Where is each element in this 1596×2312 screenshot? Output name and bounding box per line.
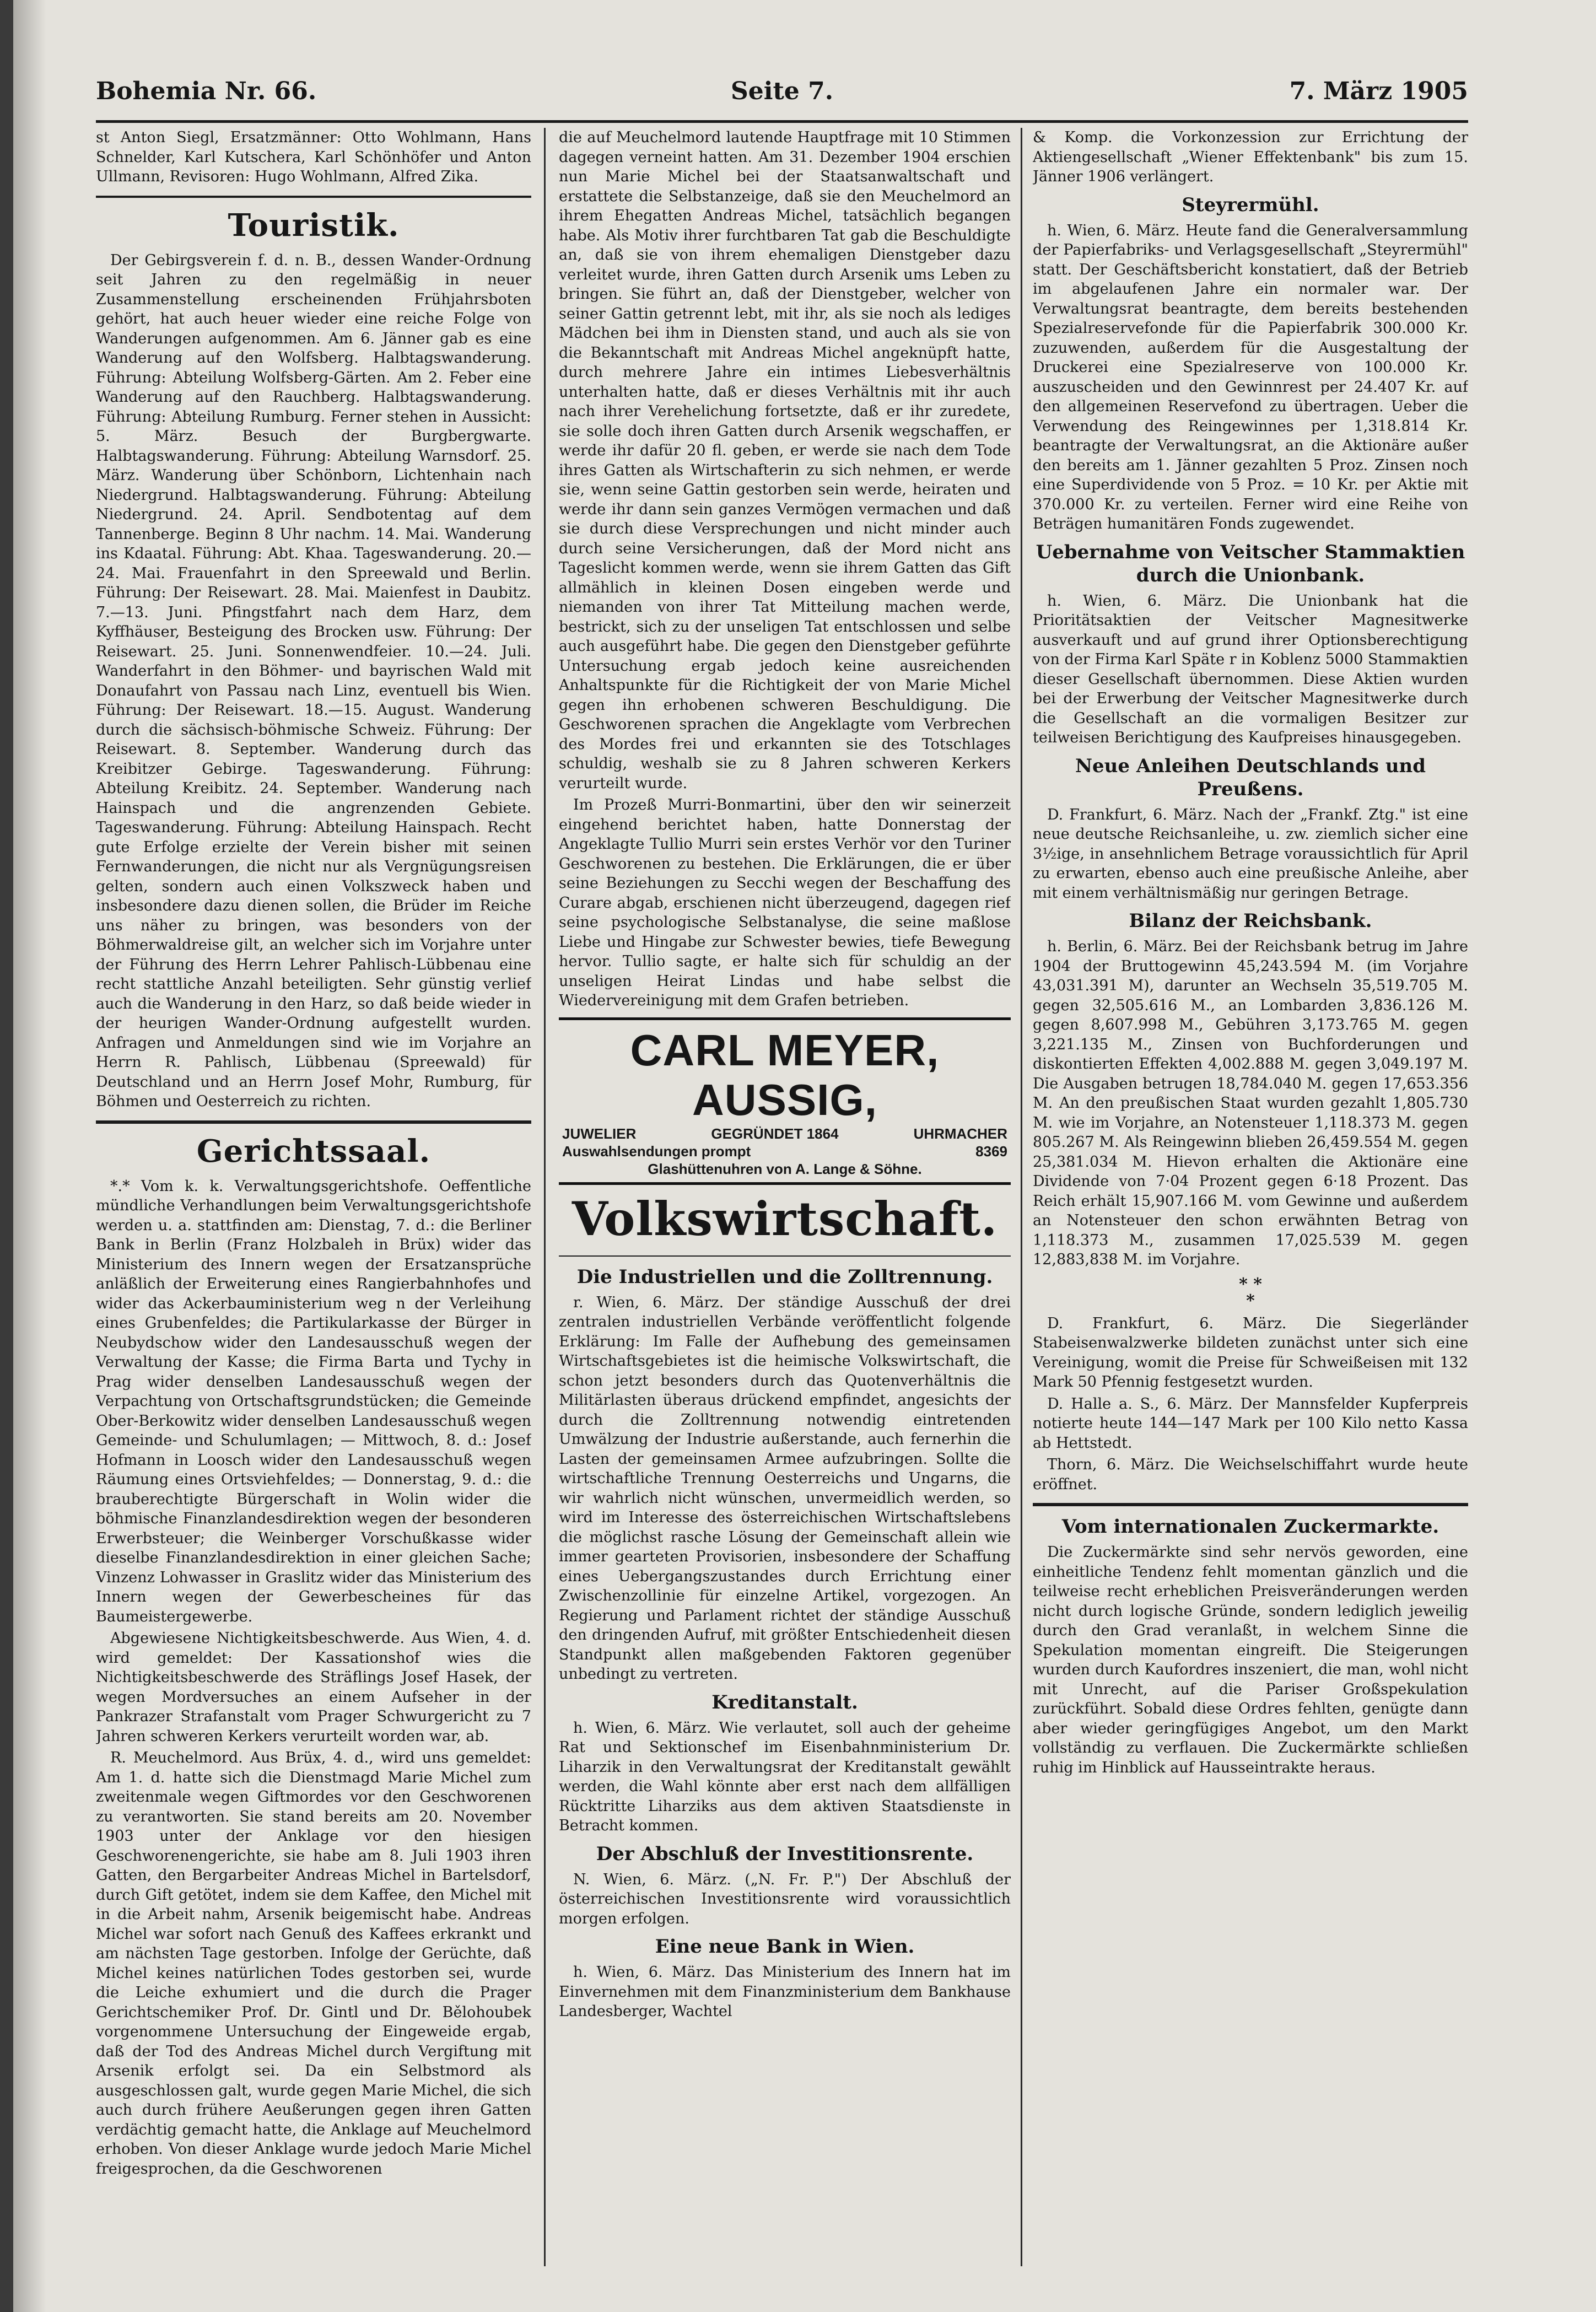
industrie-paragraph: r. Wien, 6. März. Der ständige Ausschuß der drei zentralen industriellen Verbände veröffentlicht folgende Erklärung: Im Falle der Aufhebung des gemeinsamen Wirtschaftsgebietes ist die heimische Volkswirtschaft, die schon jetzt besonders durch das Quotenverhältnis die Militärlasten überaus drückend empfindet, angesichts der durch die Zolltrennung notwendig eintretenden Umwälzung der Industrie außerstande, auch fernerhin die Lasten der gemeinsamen Armee aufzubringen. Sollte die wirtschaftliche Trennung Oesterreichs und Ungarns, die wir wahrlich nicht wünschen, unvermeidlich werden, so wird im Interesse des österreichischen Wirtschaftslebens die möglichst rasche Lösung der Gemeinschaft allein wie immer gearteten Provisorien, insbesondere der Schaffung eines Uebergangszustandes durch Errichtung einer Zwischenzollinie für einzelne Artikel, vorgezogen. An Regierung und Parlament richtet der ständige Ausschuß den dringenden Aufruf, mit größter Entschiedenheit diesen Standpunkt allen maßgebenden Faktoren gegenüber unbedingt zu vertreten. [559,1294,1011,1683]
section-divider [96,1120,531,1124]
subtitle-kreditanstalt: Kreditanstalt. [711,1691,858,1713]
gericht-paragraph-1: *.* Vom k. k. Verwaltungsgerichtshofe. Oeffentliche mündliche Verhandlungen beim Verwaltungsgerichtshofe werden u. a. stattfinden am: Dienstag, 7. d.: die Berliner Bank in Berlin (Franz Holzbaleh in Brüx) wider das Ministerium des Innern wegen der Ersatzansprüche anläßlich der Erweiterung eines Rangierbahnhofes und wider das Ackerbauministerium weg n der Verleihung eines Grubenfeldes; die Partikularkasse der Bürger in Neubydschow wider den Landesausschuß wegen der Verwaltung der Kasse; die Firma Barta und Tychy in Prag wider denselben Landesausschuß wegen der Verpachtung von Ortschaftsgrundstücken; die Gemeinde Ober-Berkowitz wider denselben Landesausschuß wegen Gemeinde- und Schulumlagen; — Mittwoch, 8. d.: Josef Hofmann in Loosch wider den Landesausschuß wegen Räumung eines Ortsviehfeldes; — Donnerstag, 9. d.: die brauberechtigte Bürgerschaft in Wolin wider die böhmische Finanzlandesdirektion wegen der besonderen Erwerbsteuer; die Weinberger Vorschußkasse wider dieselbe Finanzlandesdirektion in einer gleichen Sache; Vinzenz Lohwasser in Graslitz wider das Ministerium des Innern wegen der Gewerbescheines für das Baumeistergewerbe. [96,1177,531,1625]
column-rule [1021,128,1022,2266]
touristik-paragraph: Der Gebirgsverein f. d. n. B., dessen Wander-Ordnung seit Jahren zu den regelmäßig in neuer Zusammenstellung erscheinenden Frühjahrsboten gehört, hat auch heuer wieder eine reiche Folge von Wanderungen aufgenommen. Am 6. Jänner gab es eine Wanderung auf den Wolfsberg. Halbtagswanderung. Führung: Abteilung Wolfsberg-Gärten. Am 2. Feber eine Wanderung auf den Rauchberg. Halbtagswanderung. Führung: Abteilung Rumburg. Ferner stehen in Aussicht: 5. März. Besuch der Burgbergwarte. Halbtagswanderung. Führung: Abteilung Warnsdorf. 25. März. Wanderung über Schönborn, Lichtenhain nach Niedergrund. Halbtagswanderung. Führung: Abteilung Niedergrund. 24. April. Sendbotentag auf dem Tannenberge. Beginn 8 Uhr nachm. 14. Mai. Wanderung ins Kdaatal. Führung: Abt. Khaa. Tageswanderung. 20.—24. Mai. Frauenfahrt in den Spreewald und Berlin. Führung: Der Reisewart. 28. Mai. Maienfest in Daubitz. 7.—13. Juni. Pfingstfahrt nach dem Harz, dem Kyffhäuser, Besteigung des Brocken usw. Führung: Der Reisewart. 25. Juni. Sonnenwendfeier. 10.—24. Juli. Wanderfahrt in den Böhmer- und bayrischen Wald mit Donaufahrt von Passau nach Linz, eventuell bis Wien. Führung: Der Reisewart. 18.—15. August. Wanderung durch die sächsisch-böhmische Schweiz. Führung: Der Reisewart. 8. September. Wanderung durch das Kreibitzer Gebirge. Tageswanderung. Führung: Abteilung Kreibitz. 24. September. Wanderung nach Hainspach und die angrenzenden Gebiete. Tageswanderung. Führung: Abteilung Hainspach. Recht gute Erfolge erzielte der Verein bisher mit seinen Fernwanderungen, die nicht nur als Vergnügungsreisen gelten, sondern auch einen Volkszweck haben und insbesondere dazu dienen sollen, die Brüder im Reiche uns näher zu bringen, was besonders von der Böhmerwaldreise gilt, an welcher sich im Vorjahre unter der Führung des Herrn Lehrer Pahlisch-Lübbenau eine recht stattliche Anzahl beteiligten. Sehr günstig verlief auch die Wanderung in den Harz, so daß beide wieder in der heurigen Wander-Ordnung aufgestellt wurden. Anfragen und Anmeldungen sind wie im Vorjahre an Herrn R. Pahlisch, Lübbenau (Spreewald) für Deutschland und an Herrn Josef Mohr, Rumburg, für Böhmen und Oesterreich zu richten. [96,251,531,1110]
union-paragraph: h. Wien, 6. März. Die Unionbank hat die Prioritätsaktien der Veitscher Magnesitwerke ausverkauft und auf grund ihrer Optionsberechtigung von der Firma Karl Späte r in Koblenz 5000 Stammaktien dieser Gesellschaft übernommen. Diese Aktien wurden bei der Erwerbung der Veitscher Magnesitwerke durch die Gesellschaft an die vormaligen Besitzer zur teilweisen Berichtigung des Kaufpreises hinausgegeben. [1033,592,1468,746]
section-title-gerichtssaal: Gerichtssaal. [196,1133,431,1170]
ad-line-1 [562,1125,1007,1142]
ad-founded: GEGRÜNDET 1864 [711,1125,839,1142]
newspaper-page [13,0,1596,2312]
issue-date: 7. März 1905 [1289,77,1468,105]
kredit-paragraph: h. Wien, 6. März. Wie verlautet, soll auch der geheime Rat und Sektionschef im Eisenbahnministerium Dr. Liharzik in den Verwaltungsrat der Kreditanstalt gewählt werden, die Wahl könnte aber erst nach dem allfälligen Rücktritte Liharziks aus dem aktiven Staatsdienste in Betracht kommen. [559,1719,1011,1834]
page-header [96,72,1468,116]
asterism: * * * [1239,1274,1262,1311]
murri-paragraph: Im Prozeß Murri-Bonmartini, über den wir seinerzeit eingehend berichtet haben, hatte Donnerstag der Angeklagte Tullio Murri sein erstes Verhör vor den Turiner Geschworenen zu bestehen. Die Erklärungen, die er über seine Beziehungen zu Secchi wegen der Beschaffung des Curare abgab, erschienen nicht überzeugend, dagegen rief seine psychologische Selbstanalyse, die seine maßlose Liebe und Hingabe zur Schwester bewies, tiefe Bewegung hervor. Tullio sagte, er halte sich für schuldig an der unseligen Heirat Lindas und habe selbst die Wiedervereinigung mit dem Grafen betrieben. [559,796,1011,1009]
header-rule [96,120,1468,123]
subtitle-industrielle: Die Industriellen und die Zolltrennung. [576,1265,993,1288]
section-divider [1033,1503,1468,1506]
masthead-issue: Bohemia Nr. 66. [96,77,317,105]
subtitle-investitionsrente: Der Abschluß der Investitionsrente. [596,1842,974,1865]
ad-line-2 [562,1142,1007,1160]
section-title-volkswirtschaft: Volkswirtschaft. [571,1191,998,1246]
column-2 [559,128,1011,2266]
invest-paragraph: N. Wien, 6. März. („N. Fr. P.") Der Abschluß der österreichischen Investitionsrente wird voraussichtlich morgen erfolgen. [559,1871,1011,1927]
subtitle-anleihen: Neue Anleihen Deutschlands und Preußens. [1075,755,1426,800]
intro-paragraph: st Anton Siegl, Ersatzmänner: Otto Wohlmann, Hans Schnelder, Karl Kutschera, Karl Schönhöfer und Anton Ullmann, Revisoren: Hugo Wohlmann, Alfred Zika. [96,129,531,185]
ad-auswahl: Auswahlsendungen prompt [562,1142,751,1160]
section-title-touristik: Touristik. [228,207,400,244]
effektenbank-continuation: & Komp. die Vorkonzession zur Errichtung der Aktiengesellschaft „Wiener Effektenbank" bis zum 15. Jänner 1906 verlängert. [1033,129,1468,185]
ad-juwelier: JUWELIER [562,1125,637,1142]
bank-paragraph: h. Wien, 6. März. Das Ministerium des Innern hat im Einvernehmen mit dem Finanzministerium dem Bankhause Landesberger, Wachtel [559,1964,1011,2020]
ad-company-name: CARL MEYER, AUSSIG, [630,1025,940,1124]
ad-uhrmacher: UHRMACHER [913,1125,1007,1142]
subtitle-unionbank: Uebernahme von Veitscher Stammaktien durch die Unionbank. [1036,541,1465,586]
steyr-paragraph: h. Wien, 6. März. Heute fand die Generalversammlung der Papierfabriks- und Verlagsgesellschaft „Steyrermühl" statt. Der Geschäftsbericht konstatiert, daß der Betrieb im abgelaufenen Jahre ein normaler war. Der Verwaltungsrat beantragte, dem bereits bestehenden Spezialreservefonde für die Papierfabrik 300.000 Kr. zuzuwenden, außerdem für die Ausgestaltung der Druckerei eine Spezialreserve von 100.000 Kr. auszuscheiden und den Gewinnrest per 24.407 Kr. auf den allgemeinen Reservefond zu übertragen. Ueber die Verwendung des Reingewinnes per 1,318.814 Kr. beantragte der Verwaltungsrat, an die Aktionäre außer den bereits am 1. Jänner gezahlten 5 Proz. Zinsen noch eine Superdividende von 5 Proz. = 10 Kr. per Aktie mit 370.000 Kr. zu verteilen. Ferner wird eine Reihe von Beträgen humanitären Fonds zugewendet. [1033,222,1468,532]
column-3 [1033,128,1468,2266]
column-1 [96,128,531,2266]
ad-line-3: Glashüttenuhren von A. Lange & Söhne. [648,1160,922,1177]
subtitle-neue-bank: Eine neue Bank in Wien. [655,1936,915,1958]
zucker-paragraph: Die Zuckermärkte sind sehr nervös geworden, eine einheitliche Tendenz fehlt momentan gänzlich und die teilweise recht erheblichen Preisveränderungen werden nicht durch logische Gründe, sondern lediglich jeweilig durch den Grad veranlaßt, in welchem Sinne die Spekulation momentan eingreift. Die Steigerungen wurden durch Kaufordres inszeniert, die man, wohl nicht mit Unrecht, auf die Pariser Großspekulation zurückführt. Sobald diese Ordres fehlten, genügte dann aber wieder geringfügiges Angebot, um den Markt vollständig zu verflauen. Die Zuckermärkte schließen ruhig im Hinblick auf Hausseintrakte heraus. [1033,1544,1468,1776]
thorn-paragraph: Thorn, 6. März. Die Weichselschiffahrt wurde heute eröffnet. [1033,1456,1468,1493]
halle-paragraph: D. Halle a. S., 6. März. Der Mannsfelder Kupferpreis notierte heute 144—147 Mark per 100 Kilo netto Kassa ab Hettstedt. [1033,1395,1468,1452]
column-rule [544,128,546,2266]
page-number: Seite 7. [730,77,834,105]
advertisement-carl-meyer [559,1017,1011,1185]
gericht-paragraph-2: Abgewiesene Nichtigkeitsbeschwerde. Aus Wien, 4. d. wird gemeldet: Der Kassationshof wies die Nichtigkeitsbeschwerde des Sträflings Josef Hasek, der wegen Mordversuches an einem Aufseher in der Pankrazer Strafanstalt vom Prager Schwurgericht zu 7 Jahren schweren Kerkers verurteilt worden war, ab. [96,1630,531,1745]
subtitle-zuckermarkt: Vom internationalen Zuckermarkte. [1061,1516,1439,1538]
gericht-paragraph-3: R. Meuchelmord. Aus Brüx, 4. d., wird uns gemeldet: Am 1. d. hatte sich die Dienstmagd Marie Michel zum zweitenmale wegen Giftmordes vor den Geschworenen zu verantworten. Sie stand bereits am 20. November 1903 unter der Anklage vor den hiesigen Geschworenengerichte, sie habe am 8. Juli 1903 ihren Gatten, den Bergarbeiter Andreas Michel in Bartelsdorf, durch Gift getötet, indem sie dem Kaffee, den Michel mit in die Arbeit nahm, Arsenik beigemischt habe. Andreas Michel war sofort nach Genuß des Kaffees erkrankt und am nächsten Tage gestorben. Infolge der Gerüchte, daß Michel keines natürlichen Todes gestorben sei, wurde die Leiche exhumiert und die durch die Prager Gerichtschemiker Prof. Dr. Gintl und Dr. Bělohoubek vorgenommene Untersuchung der Eingeweide ergab, daß der Tod des Andreas Michel durch Vergiftung mit Arsenik erfolgt sei. Da ein Selbstmord als ausgeschlossen galt, wurde gegen Marie Michel, die sich auch durch frühere Aeußerungen gegen ihren Gatten verdächtig gemacht hatte, die Anklage auf Meuchelmord erhoben. Von dieser Anklage wurde jedoch Marie Michel freigesprochen, da die Geschworenen [96,1749,531,2178]
subtitle-reichsbank: Bilanz der Reichsbank. [1129,910,1372,932]
anleihen-paragraph: D. Frankfurt, 6. März. Nach der „Frankf. Ztg." ist eine neue deutsche Reichsanleihe, u. zw. ziemlich sicher eine 3½ige, in ansehnlichem Betrage voraussichtlich für April zu erwarten, ebenso auch eine preußische Anleihe, aber mit einem verhältnismäßig nur geringen Betrage. [1033,806,1468,902]
bilanz-paragraph: h. Berlin, 6. März. Bei der Reichsbank betrug im Jahre 1904 der Bruttogewinn 45,243.594 M. (im Vorjahre 43,031.391 M), darunter an Wechseln 35,519.705 M. gegen 32,505.616 M., an Lombarden 3,836.126 M. gegen 8,607.998 M., Gebühren 3,173.765 M. gegen 3,221.135 M., Zinsen von Buchforderungen und diskontierten Effekten 4,002.888 M. gegen 3,049.197 M. Die Ausgaben betrugen 18,784.040 M. gegen 17,653.356 M. An den preußischen Staat wurden gezahlt 1,805.730 M. wie im Vorjahre, an Notensteuer 1,118.373 M. gegen 805.267 M. Als Reingewinn blieben 26,459.554 M. gegen 25,381.034 M. Hievon erhalten die Aktionäre eine Dividende von 7·04 Prozent gegen 6·18 Prozent. Das Reich erhält 15,907.166 M. vom Gewinne und außerdem an Notensteuer den schon erwähnten Betrag von 1,118.373 M., zusammen 17,025.539 M. gegen 12,883,838 M. im Vorjahre. [1033,938,1468,1268]
section-divider [559,1255,1011,1257]
section-divider [96,196,531,198]
subtitle-steyrermuehl: Steyrermühl. [1182,193,1319,216]
siegerland-paragraph: D. Frankfurt, 6. März. Die Siegerländer Stabeisenwalzwerke bildeten zunächst unter sich eine Vereinigung, womit die Preise für Schweißeisen mit 132 Mark 50 Pfennig festgesetzt wurden. [1033,1314,1468,1391]
michel-continuation: die auf Meuchelmord lautende Hauptfrage mit 10 Stimmen dagegen verneint hatten. Am 31. Dezember 1904 erschien nun Marie Michel bei der Staatsanwaltschaft und erstattete die Selbstanzeige, daß sie den Meuchelmord an ihrem Ehegatten Andreas Michel, tatsächlich begangen habe. Als Motiv ihrer furchtbaren Tat gab die Beschuldigte an, daß sie von ihrem ehemaligen Dienstgeber dazu verleitet wurde, ihren Gatten durch Arsenik ums Leben zu bringen. Sie führt an, daß der Dienstgeber, welcher von seiner Gattin getrennt lebt, mit ihr, als sie noch als lediges Mädchen bei ihm in Diensten stand, und auch als sie von die Bekanntschaft mit Andreas Michel angeknüpft hatte, durch mehrere Jahre ein intimes Liebesverhältnis unterhalten hatte, daß er dieses Verhältnis mit ihr auch nach ihrer Verehelichung fortsetzte, daß er ihr zuredete, sie solle doch ihren Gatten durch Arsenik wegschaffen, er werde ihr dafür 20 fl. geben, er werde sie nach dem Tode ihres Gatten als Wirtschafterin zu sich nehmen, er werde sie, wenn seine Gattin gestorben sein werde, heiraten und werde ihr dann sein ganzes Vermögen vermachen und daß sie durch diese Versprechungen und nicht minder auch durch seine Versicherungen, daß der Mord nicht ans Tageslicht kommen werde, wenn sie ihrem Gatten das Gift allmählich in kleinen Dosen eingeben werde und niemanden von ihrer Tat Mitteilung machen werde, bestrickt, sich zu der unseligen Tat entschlossen und selbe auch ausgeführt habe. Die gegen den Dienstgeber geführte Untersuchung ergab jedoch keine ausreichenden Anhaltspunkte für die Richtigkeit der von Marie Michel gegen ihn erhobenen schweren Beschuldigung. Die Geschworenen sprachen die Angeklagte vom Verbrechen des Mordes frei und erkannten sie des Totschlages schuldig, weshalb sie zu 8 Jahren schweren Kerkers verurteilt wurde. [559,129,1011,792]
ad-code: 8369 [975,1142,1007,1160]
